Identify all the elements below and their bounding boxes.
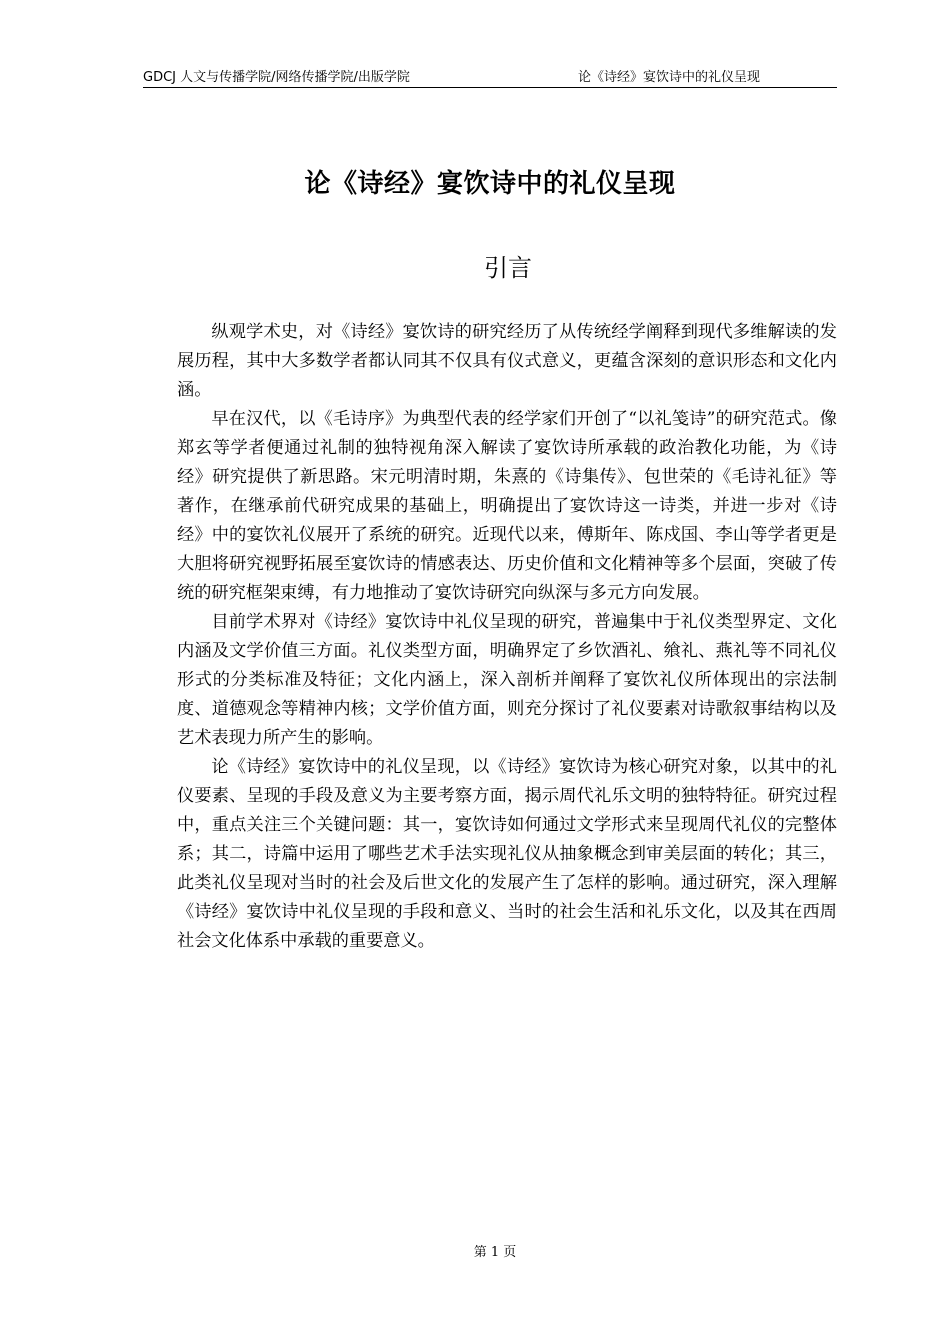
paragraph: 目前学术界对《诗经》宴饮诗中礼仪呈现的研究，普遍集中于礼仪类型界定、文化内涵及文学价值三方面。礼仪类型方面，明确界定了乡饮酒礼、飨礼、燕礼等不同礼仪形式的分类标准及特征；文化内涵上，深入剖析并阐释了宴饮礼仪所体现出的宗法制度、道德观念等精神内核；文学价值方面，则充分探讨了礼仪要素对诗歌叙事结构以及艺术表现力所产生的影响。 [177, 612, 837, 748]
paragraph: 早在汉代，以《毛诗序》为典型代表的经学家们开创了“以礼笺诗”的研究范式。像郑玄等学者便通过礼制的独特视角深入解读了宴饮诗所承载的政治教化功能，为《诗经》研究提供了新思路。宋元明清时期，朱熹的《诗集传》、包世荣的《毛诗礼征》等著作，在继承前代研究成果的基础上，明确提出了宴饮诗这一诗类，并进一步对《诗经》中的宴饮礼仪展开了系统的研究。近现代以来，傅斯年、陈戍国、李山等学者更是大胆将研究视野拓展至宴饮诗的情感表达、历史价值和文化精神等多个层面，突破了传统的研究框架束缚，有力地推动了宴饮诗研究向纵深与多元方向发展。 [177, 409, 837, 603]
page-number: 第 1 页 [473, 1245, 517, 1260]
section-heading-introduction: 引言 [484, 254, 532, 282]
paper-title: 论《诗经》宴饮诗中的礼仪呈现 [304, 169, 676, 199]
running-header [143, 68, 837, 88]
header-paper-title: 论《诗经》宴饮诗中的礼仪呈现 [578, 70, 761, 85]
header-institution: GDCJ 人文与传播学院/网络传播学院/出版学院 [143, 70, 410, 85]
paragraph: 论《诗经》宴饮诗中的礼仪呈现，以《诗经》宴饮诗为核心研究对象，以其中的礼仪要素、呈现的手段及意义为主要考察方面，揭示周代礼乐文明的独特特征。研究过程中，重点关注三个关键问题：其一，宴饮诗如何通过文学形式来呈现周代礼仪的完整体系；其二，诗篇中运用了哪些艺术手法实现礼仪从抽象概念到审美层面的转化；其三，此类礼仪呈现对当时的社会及后世文化的发展产生了怎样的影响。通过研究，深入理解《诗经》宴饮诗中礼仪呈现的手段和意义、当时的社会生活和礼乐文化，以及其在西周社会文化体系中承载的重要意义。 [177, 757, 837, 951]
introduction-body [177, 318, 837, 956]
paragraph: 纵观学术史，对《诗经》宴饮诗的研究经历了从传统经学阐释到现代多维解读的发展历程，其中大多数学者都认同其不仅具有仪式意义，更蕴含深刻的意识形态和文化内涵。 [177, 322, 837, 400]
